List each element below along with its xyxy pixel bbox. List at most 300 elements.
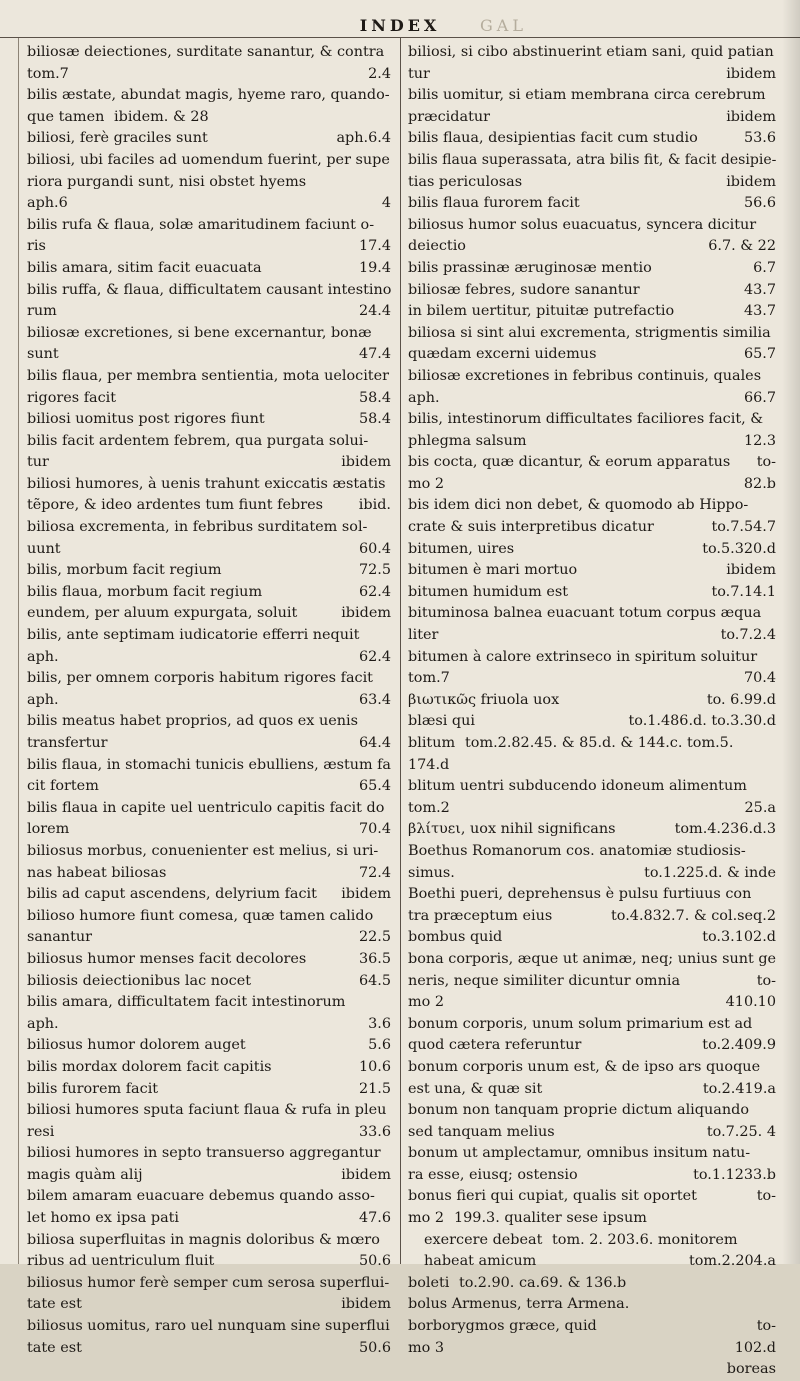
index-line	[408, 1079, 776, 1101]
index-entry-text: biliosa si sint alui excrementa, strigmentis similia	[408, 324, 771, 341]
index-entry-reference: 36.5	[358, 950, 391, 967]
header-title: INDEX	[359, 16, 441, 35]
index-line	[27, 1122, 391, 1144]
index-entry-text: phlegma salsum	[408, 432, 527, 449]
index-entry-text: mo 2	[408, 475, 445, 492]
index-line	[27, 1230, 391, 1252]
index-entry-text: est una, & quæ sit	[408, 1080, 543, 1097]
index-entry-text: bilem amaram euacuare debemus quando asso-	[27, 1188, 375, 1205]
index-entry-text: tom.2	[408, 799, 450, 816]
index-entry-text: quod cætera referuntur	[408, 1037, 582, 1054]
index-entry-text: habeat amicum	[424, 1253, 537, 1270]
index-entry-reference: ibidem	[726, 65, 776, 82]
index-entry-reference: 63.4	[358, 691, 391, 708]
index-line	[408, 388, 776, 410]
index-line	[27, 64, 391, 86]
index-entry-text: transfertur	[27, 735, 108, 751]
index-entry-text: aph.6	[27, 195, 68, 212]
index-entry-text: liter	[408, 627, 439, 644]
index-line	[27, 1035, 391, 1057]
index-line	[408, 474, 776, 496]
index-line	[27, 431, 391, 453]
index-line	[408, 258, 776, 280]
index-line	[408, 560, 776, 582]
index-entry-text: biliosi, si cibo abstinuerint etiam sani, quid patian	[408, 44, 774, 60]
index-entry-text: bilis flaua furorem facit	[408, 195, 580, 212]
index-line	[27, 1165, 391, 1187]
index-entry-reference: 12.3	[743, 432, 776, 449]
index-line	[27, 452, 391, 474]
index-entry-reference: to.1.1233.b	[693, 1166, 776, 1183]
index-line	[408, 776, 776, 798]
index-entry-text: bonum ut amplectamur, omnibus insitum natu-	[408, 1145, 751, 1162]
index-line	[27, 172, 391, 194]
index-line	[408, 971, 776, 993]
index-line	[27, 1079, 391, 1101]
index-entry-text: bilis æstate, abundat magis, hyeme raro, quando-	[27, 87, 390, 104]
index-entry-text: bitumen humidum est	[408, 583, 569, 600]
index-entry-text: bilis ruffa, & flaua, difficultatem causant intestino	[27, 281, 392, 298]
index-entry-text: cit fortem	[27, 778, 99, 795]
index-line	[408, 582, 776, 604]
index-entry-inline-ref: tom.2.82.45. & 85.d. & 144.c. tom.5.	[465, 735, 734, 751]
index-entry-reference: to.7.2.4	[720, 627, 776, 644]
index-entry-reference: 53.6	[743, 130, 776, 147]
index-line	[27, 495, 391, 517]
index-line	[27, 776, 391, 798]
index-entry-reference: 56.6	[743, 195, 776, 212]
index-entry-reference: 58.4	[358, 389, 391, 406]
index-line	[408, 1230, 776, 1252]
index-line	[27, 690, 391, 712]
index-entry-text: biliosæ febres, sudore sanantur	[408, 281, 640, 298]
index-entry-reference: to-	[756, 1188, 776, 1205]
index-line	[408, 344, 776, 366]
index-entry-text: resi	[27, 1123, 55, 1140]
index-entry-reference: to.3.102.d	[702, 929, 776, 946]
index-entry-reference: to.1.486.d. to.3.30.d	[628, 713, 776, 730]
index-line	[27, 971, 391, 993]
index-line	[408, 193, 776, 215]
index-entry-text: que tamen	[27, 108, 105, 125]
index-entry-text: mo 2	[408, 994, 445, 1011]
index-entry-text: biliosus humor ferè semper cum serosa superflui-	[27, 1274, 390, 1291]
index-entry-reference: to-	[756, 972, 776, 989]
index-line	[408, 1316, 776, 1338]
index-entry-reference: 43.7	[743, 303, 776, 320]
index-entry-text: aph.	[408, 389, 440, 406]
index-entry-text: in bilem uertitur, pituitæ putrefactio	[408, 303, 675, 320]
index-line	[408, 1186, 776, 1208]
index-line	[408, 1100, 776, 1122]
index-line	[408, 711, 776, 733]
index-entry-text: tur	[408, 65, 430, 82]
index-line	[27, 755, 391, 777]
index-entry-reference: tom.2.204.a	[688, 1253, 776, 1270]
index-line	[408, 517, 776, 539]
index-line	[27, 107, 391, 129]
index-entry-text: bilis rufa & flaua, solæ amaritudinem faciunt o-	[27, 216, 375, 233]
index-entry-reference: 60.4	[358, 540, 391, 557]
index-entry-reference: to.1.225.d. & inde	[644, 864, 776, 881]
index-line	[27, 992, 391, 1014]
index-line	[408, 949, 776, 971]
index-entry-text: bilis uomitur, si etiam membrana circa cerebrum	[408, 87, 766, 104]
index-entry-reference: to.4.832.7. & col.seq.2	[611, 907, 776, 924]
index-entry-text: uunt	[27, 540, 61, 557]
index-line	[27, 841, 391, 863]
index-line	[408, 64, 776, 86]
index-entry-text: bilis ad caput ascendens, delyrium facit	[27, 886, 317, 903]
index-line	[27, 1294, 391, 1316]
index-line	[27, 1186, 391, 1208]
index-line	[27, 906, 391, 928]
index-line	[408, 128, 776, 150]
index-entry-text: bilis, per omnem corporis habitum rigores facit	[27, 670, 373, 687]
index-entry-text: simus.	[408, 864, 455, 881]
index-line	[27, 258, 391, 280]
index-entry-text: bilis, ante septimam iudicatorie efferri nequit	[27, 627, 360, 644]
index-entry-text: biliosus humor solus euacuatus, syncera dicitur	[408, 216, 757, 233]
index-entry-text: bilis, morbum facit regium	[27, 562, 222, 579]
index-entry-text: bilis amara, sitim facit euacuata	[27, 259, 262, 276]
index-line	[408, 409, 776, 431]
index-entry-text: blitum uentri subducendo idoneum alimentum	[408, 778, 747, 795]
index-entry-text: riora purgandi sunt, nisi obstet hyems	[27, 173, 307, 190]
index-line	[27, 1100, 391, 1122]
index-line	[27, 388, 391, 410]
index-line	[408, 798, 776, 820]
index-entry-text: Boethi pueri, deprehensus è pulsu furtiuus con	[408, 886, 752, 903]
column-divider	[400, 38, 401, 1264]
index-entry-text: bilis amara, difficultatem facit intestinorum	[27, 994, 346, 1011]
index-entry-reference: 70.4	[743, 670, 776, 687]
index-entry-text: biliosi, ubi faciles ad uomendum fuerint, per supe	[27, 151, 390, 168]
index-line	[408, 690, 776, 712]
index-line	[27, 647, 391, 669]
index-line	[27, 582, 391, 604]
index-entry-text: mo 2	[408, 1210, 445, 1227]
index-entry-reference: 62.4	[358, 648, 391, 665]
index-entry-text: blæsi qui	[408, 713, 475, 730]
index-entry-reference: 64.4	[358, 735, 391, 751]
index-line	[408, 452, 776, 474]
index-entry-text: ris	[27, 238, 46, 255]
index-entry-reference: 50.6	[358, 1253, 391, 1270]
index-entry-inline-ref: 199.3. qualiter sese ipsum	[454, 1210, 647, 1227]
index-entry-text: magis quàm alij	[27, 1166, 143, 1183]
index-entry-text: tom.7	[408, 670, 450, 687]
index-entry-text: bolus Armenus, terra Armena.	[408, 1296, 630, 1313]
index-entry-text: bilis meatus habet proprios, ad quos ex uenis	[27, 713, 359, 730]
index-entry-text: biliosus humor menses facit decolores	[27, 950, 307, 967]
index-entry-reference: 6.7	[753, 259, 776, 276]
index-entry-reference: 102.d	[734, 1339, 776, 1356]
index-entry-text: bonum non tanquam proprie dictum aliquando	[408, 1102, 749, 1119]
index-entry-text: biliosi humores, à uenis trahunt exiccatis æstatis	[27, 475, 386, 492]
index-entry-text: sunt	[27, 346, 59, 363]
index-entry-reference: ibidem	[341, 605, 391, 622]
index-entry-text: aph.	[27, 1015, 59, 1032]
index-line	[27, 150, 391, 172]
index-entry-text: bitumen è mari mortuo	[408, 562, 578, 579]
index-entry-text: deiectio	[408, 238, 466, 255]
index-entry-inline-ref: tom. 2. 203.6. monitorem	[552, 1231, 738, 1248]
header-bleedthrough: GAL	[480, 16, 527, 35]
index-entry-text: βιωτικῶς friuola uox	[408, 691, 560, 708]
index-entry-text: biliosi uomitus post rigores fiunt	[27, 411, 265, 428]
index-line	[27, 539, 391, 561]
index-entry-reference: 66.7	[743, 389, 776, 406]
index-entry-text: bituminosa balnea euacuant totum corpus æqua	[408, 605, 762, 622]
index-entry-reference: 3.6	[368, 1015, 391, 1032]
index-line	[408, 668, 776, 690]
index-entry-reference: ibidem	[726, 108, 776, 125]
index-entry-reference: ibid.	[358, 497, 391, 514]
index-entry-text: biliosæ excretiones, si bene excernantur, bonæ	[27, 324, 372, 341]
index-entry-text: tate est	[27, 1296, 82, 1313]
index-line	[27, 1338, 391, 1360]
index-line	[408, 819, 776, 841]
index-entry-reference: 50.6	[358, 1339, 391, 1356]
index-entry-text: 174.d	[408, 756, 450, 773]
index-column-right	[408, 42, 776, 1381]
index-line	[27, 128, 391, 150]
index-entry-reference: 47.4	[358, 346, 391, 363]
index-entry-reference: ibidem	[341, 1296, 391, 1313]
index-entry-text: biliosis deiectionibus lac nocet	[27, 972, 252, 989]
index-line	[408, 42, 776, 64]
index-line	[27, 733, 391, 755]
index-entry-text: tẽpore, & ideo ardentes tum fiunt febres	[27, 497, 323, 514]
index-line	[27, 301, 391, 323]
index-entry-text: bilis flaua in capite uel uentriculo capitis facit do	[27, 799, 385, 816]
index-entry-text: biliosa excrementa, in febribus surditatem sol-	[27, 519, 368, 536]
index-entry-text: bilis, intestinorum difficultates faciliores facit, &	[408, 411, 764, 428]
index-column-left	[27, 42, 391, 1359]
index-line	[408, 539, 776, 561]
index-line	[408, 431, 776, 453]
index-entry-text: bilis flaua, per membra sentientia, mota uelociter	[27, 367, 389, 384]
index-line	[27, 927, 391, 949]
index-entry-text: βλίτυει, uox nihil significans	[408, 821, 616, 838]
index-entry-text: rigores facit	[27, 389, 117, 406]
index-entry-text: bilis prassinæ æruginosæ mentio	[408, 259, 652, 276]
index-entry-reference: ibidem	[726, 562, 776, 579]
left-margin-rule	[18, 38, 19, 1264]
index-line	[408, 1273, 776, 1295]
index-line	[408, 647, 776, 669]
index-line	[27, 85, 391, 107]
index-entry-text: rum	[27, 303, 57, 320]
index-entry-reference: to.5.320.d	[702, 540, 776, 557]
index-line	[27, 215, 391, 237]
index-line	[408, 841, 776, 863]
index-entry-reference: 17.4	[358, 238, 391, 255]
index-entry-text: quædam excerni uidemus	[408, 346, 597, 363]
index-entry-reference: ibidem	[341, 454, 391, 471]
index-entry-text: borborygmos græce, quid	[408, 1318, 597, 1335]
index-entry-text: crate & suis interpretibus dicatur	[408, 519, 654, 536]
index-entry-text: mo 3	[408, 1339, 445, 1356]
index-entry-text: eundem, per aluum expurgata, soluit	[27, 605, 298, 622]
index-line	[27, 366, 391, 388]
index-entry-reference: 4	[381, 195, 391, 212]
index-entry-text: tur	[27, 454, 49, 471]
index-line	[408, 1338, 776, 1360]
index-entry-text: bilis furorem facit	[27, 1080, 159, 1097]
index-entry-text: bilis facit ardentem febrem, qua purgata solui-	[27, 432, 369, 449]
index-entry-text: biliosus uomitus, raro uel nunquam sine superflui	[27, 1318, 390, 1335]
index-entry-text: boleti	[408, 1274, 450, 1291]
index-entry-reference: 62.4	[358, 583, 391, 600]
index-line	[27, 474, 391, 496]
index-line	[408, 215, 776, 237]
index-entry-text: bitumen à calore extrinseco in spiritum soluitur	[408, 648, 758, 665]
index-entry-reference: 72.5	[358, 562, 391, 579]
index-entry-reference: 33.6	[358, 1123, 391, 1140]
index-entry-text: sed tanquam melius	[408, 1123, 555, 1140]
index-entry-reference: 47.6	[358, 1210, 391, 1227]
index-entry-reference: aph.6.4	[336, 130, 391, 147]
index-line	[27, 409, 391, 431]
index-line	[408, 366, 776, 388]
index-line	[27, 1251, 391, 1273]
index-entry-text: bis cocta, quæ dicantur, & eorum apparatus	[408, 454, 731, 471]
index-entry-reference: to.7.25. 4	[706, 1123, 776, 1140]
index-line	[408, 625, 776, 647]
index-entry-text: ra esse, eiusq; ostensio	[408, 1166, 578, 1183]
index-entry-reference: 6.7. & 22	[708, 238, 776, 255]
index-line	[27, 949, 391, 971]
index-entry-text: neris, neque similiter dicuntur omnia	[408, 972, 681, 989]
index-line	[27, 603, 391, 625]
index-line	[408, 884, 776, 906]
index-entry-text: tias periculosas	[408, 173, 523, 190]
page-edge-shadow	[782, 0, 800, 1264]
index-line	[408, 863, 776, 885]
index-line	[27, 1316, 391, 1338]
index-entry-text: ribus ad uentriculum fluit	[27, 1253, 215, 1270]
index-line	[408, 301, 776, 323]
index-entry-text: exercere debeat	[424, 1231, 543, 1248]
index-entry-reference: 22.5	[358, 929, 391, 946]
index-line	[27, 1208, 391, 1230]
index-line	[27, 1014, 391, 1036]
index-entry-text: let homo ex ipsa pati	[27, 1210, 180, 1227]
index-line	[408, 733, 776, 755]
index-entry-text: bonum corporis unum est, & de ipso ars quoque	[408, 1058, 761, 1075]
index-entry-text: biliosus morbus, conuenienter est melius, si uri-	[27, 842, 379, 859]
index-entry-text: biliosi humores sputa faciunt flaua & rufa in pleu	[27, 1102, 387, 1119]
index-entry-reference: tom.4.236.d.3	[674, 821, 776, 838]
index-line	[408, 150, 776, 172]
index-entry-reference: ibidem	[341, 1166, 391, 1183]
index-line	[408, 172, 776, 194]
index-line	[408, 603, 776, 625]
index-line	[27, 668, 391, 690]
index-entry-reference: 43.7	[743, 281, 776, 298]
index-entry-reference: 65.7	[743, 346, 776, 363]
index-entry-text: biliosa superfluitas in magnis doloribus & mœro	[27, 1231, 380, 1248]
index-line	[27, 344, 391, 366]
index-entry-text: nas habeat biliosas	[27, 864, 167, 881]
index-entry-text: bilis flaua, morbum facit regium	[27, 583, 263, 600]
index-line	[408, 1122, 776, 1144]
index-line	[27, 560, 391, 582]
index-entry-reference: 25.a	[744, 799, 776, 816]
index-line	[408, 495, 776, 517]
index-line	[408, 755, 776, 777]
index-line	[408, 1143, 776, 1165]
index-entry-text: biliosi humores in septo transuerso aggregantur	[27, 1145, 381, 1162]
index-entry-text: sanantur	[27, 929, 93, 946]
index-entry-text: biliosi, ferè graciles sunt	[27, 130, 208, 147]
index-entry-reference: to. 6.99.d	[706, 691, 776, 708]
index-entry-text: bilis flaua, desipientias facit cum studio	[408, 130, 698, 147]
index-line	[408, 1165, 776, 1187]
index-entry-text: bilis flaua, in stomachi tunicis ebulliens, æstum fa	[27, 756, 391, 773]
index-entry-reference: to.2.419.a	[702, 1080, 776, 1097]
index-entry-reference: 58.4	[358, 411, 391, 428]
index-entry-text: bombus quid	[408, 929, 503, 946]
index-entry-text: bonus fieri qui cupiat, qualis sit oportet	[408, 1188, 697, 1205]
index-line	[408, 1208, 776, 1230]
index-entry-text: biliosus humor dolorem auget	[27, 1037, 246, 1054]
index-entry-text: tra præceptum eius	[408, 907, 553, 924]
index-line	[27, 1143, 391, 1165]
index-line	[27, 280, 391, 302]
index-entry-text: bonum corporis, unum solum primarium est ad	[408, 1015, 753, 1032]
index-entry-text: aph.	[27, 691, 59, 708]
index-line	[27, 711, 391, 733]
index-line	[27, 863, 391, 885]
index-entry-inline-ref: ibidem. & 28	[114, 108, 209, 125]
index-entry-reference: ibidem	[726, 173, 776, 190]
index-entry-reference: 70.4	[358, 821, 391, 838]
index-entry-reference: 10.6	[358, 1058, 391, 1075]
index-line	[27, 1057, 391, 1079]
index-line	[408, 107, 776, 129]
index-line	[27, 625, 391, 647]
index-entry-text: aph.	[27, 648, 59, 665]
index-line	[408, 236, 776, 258]
index-entry-text: lorem	[27, 821, 70, 838]
index-entry-reference: 72.4	[358, 864, 391, 881]
index-entry-text: bilis flaua superassata, atra bilis fit, & facit desipie-	[408, 151, 777, 168]
index-entry-reference: 64.5	[358, 972, 391, 989]
index-line	[27, 42, 391, 64]
index-line	[27, 236, 391, 258]
index-line	[27, 819, 391, 841]
index-entry-reference: 65.4	[358, 778, 391, 795]
index-entry-text: bis idem dici non debet, & quomodo ab Hippo-	[408, 497, 749, 514]
index-line	[408, 85, 776, 107]
index-entry-reference: boreas	[726, 1361, 776, 1378]
index-line	[408, 323, 776, 345]
index-entry-reference: to-	[756, 1318, 776, 1335]
index-entry-text: bona corporis, æque ut animæ, neq; unius sunt ge	[408, 950, 777, 967]
index-entry-reference: 21.5	[358, 1080, 391, 1097]
index-line	[408, 1359, 776, 1381]
index-line	[408, 992, 776, 1014]
index-entry-reference: 24.4	[358, 303, 391, 320]
index-line	[408, 1014, 776, 1036]
index-entry-reference: 410.10	[725, 994, 776, 1011]
index-line	[408, 927, 776, 949]
index-entry-reference: ibidem	[341, 886, 391, 903]
index-entry-reference: to.7.54.7	[711, 519, 776, 536]
